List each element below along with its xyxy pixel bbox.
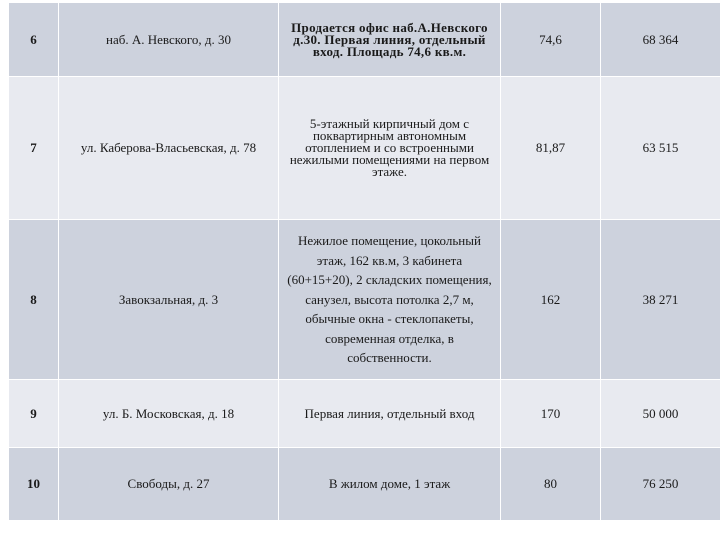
- area-cell: 74,6: [501, 3, 601, 77]
- description-cell: Нежилое помещение, цокольный этаж, 162 кв.м, 3 кабинета (60+15+20), 2 складских помещения, санузел, высота потолка 2,7 м, обычные окна - стеклопакеты, современная отделка, в собственности.: [279, 220, 501, 380]
- row-number: 9: [9, 380, 59, 448]
- address-cell: ул. Каберова-Власьевская, д. 78: [59, 77, 279, 220]
- row-number: 7: [9, 77, 59, 220]
- area-cell: 162: [501, 220, 601, 380]
- price-cell: 50 000: [601, 380, 720, 448]
- address-cell: ул. Б. Московская, д. 18: [59, 380, 279, 448]
- table-row: [9, 220, 720, 380]
- address-cell: Завокзальная, д. 3: [59, 220, 279, 380]
- description-cell: Первая линия, отдельный вход: [279, 380, 501, 448]
- table-row: [9, 77, 720, 220]
- row-number: 10: [9, 448, 59, 521]
- description-cell: В жилом доме, 1 этаж: [279, 448, 501, 521]
- price-cell: 38 271: [601, 220, 720, 380]
- listings-table: [8, 2, 720, 521]
- table-row: [9, 3, 720, 77]
- price-cell: 63 515: [601, 77, 720, 220]
- table-row: [9, 380, 720, 448]
- row-number: 6: [9, 3, 59, 77]
- table-row: [9, 448, 720, 521]
- description-cell: 5-этажный кирпичный дом с поквартирным автономным отоплением и со встроенными нежилыми помещениями на первом этаже.: [279, 77, 501, 220]
- address-cell: Свободы, д. 27: [59, 448, 279, 521]
- price-cell: 76 250: [601, 448, 720, 521]
- address-cell: наб. А. Невского, д. 30: [59, 3, 279, 77]
- description-cell: Продается офис наб.А.Невского д.30. Первая линия, отдельный вход. Площадь 74,6 кв.м.: [279, 3, 501, 77]
- area-cell: 80: [501, 448, 601, 521]
- price-cell: 68 364: [601, 3, 720, 77]
- row-number: 8: [9, 220, 59, 380]
- area-cell: 81,87: [501, 77, 601, 220]
- area-cell: 170: [501, 380, 601, 448]
